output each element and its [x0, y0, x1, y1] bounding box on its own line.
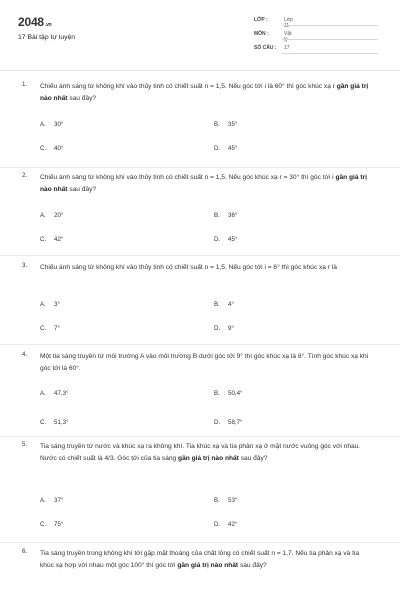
- answer-option[interactable]: [214, 521, 237, 528]
- answer-option-key: C.: [40, 236, 47, 243]
- question-divider: [0, 344, 400, 345]
- answer-option-value: 47,3°: [54, 390, 69, 397]
- answer-option-key: D.: [214, 145, 221, 152]
- answer-option[interactable]: [40, 145, 63, 152]
- meta-subject-value: Vật lý: [284, 31, 292, 43]
- answer-option[interactable]: [40, 419, 69, 426]
- answer-option[interactable]: [40, 236, 63, 243]
- logo-tld: .vn: [44, 22, 52, 28]
- question-text-segment: sau đây?: [67, 95, 97, 102]
- answer-option[interactable]: [214, 236, 237, 243]
- answer-option-value: 42°: [54, 236, 64, 243]
- answer-option[interactable]: [40, 325, 60, 332]
- answer-option-key: A.: [40, 212, 46, 219]
- answer-option-key: B.: [214, 497, 220, 504]
- document-title: 17 Bài tập tự luyện: [18, 34, 76, 41]
- answer-option-value: 45°: [228, 145, 238, 152]
- answer-option[interactable]: [214, 121, 237, 128]
- answer-option-value: 53°: [228, 497, 238, 504]
- question-text: [40, 441, 372, 465]
- header-divider: [0, 70, 400, 71]
- page-header: [0, 0, 400, 70]
- answer-option-value: 75°: [54, 521, 64, 528]
- answer-option-key: C.: [40, 521, 47, 528]
- answer-option-key: B.: [214, 390, 220, 397]
- meta-divider: [282, 25, 378, 26]
- answer-option-key: B.: [214, 121, 220, 128]
- question-text: [40, 548, 372, 572]
- question-text-segment: Một tia sáng truyền từ môi trường A vào môi trường B dưới góc tới 9° thì góc khúc xạ là 8°. Tính góc khúc xạ khi góc tới là 60°.: [40, 353, 369, 372]
- question-emphasis: gần giá trị nào nhất: [177, 562, 239, 569]
- answer-option-key: C.: [40, 419, 47, 426]
- question-text-segment: Chiếu ánh sáng từ không khí vào thủy tinh có chiết suất n = 1,5. Nếu góc tới i là 60° thì góc khúc xạ r: [40, 83, 337, 90]
- question-text-segment: Tia sáng truyền trong không khí tới gặp mặt thoáng của chất lỏng có chiết suất n = 1,7. Nếu tia phản xạ và tia khúc xạ hợp với nhau một góc 100° thì góc tới: [40, 550, 360, 569]
- question-text-segment: Tia sáng truyền từ nước và khúc xạ ra không khí. Tia khúc xạ và tia phản xạ ở mặt nước vuông góc với nhau. Nước có chiết suất là 4/3. Góc tới của tia sáng: [40, 443, 361, 462]
- question-number: 1.: [22, 81, 28, 88]
- question-divider: [0, 167, 400, 168]
- question-text: [40, 81, 372, 105]
- answer-option-key: A.: [40, 121, 46, 128]
- question-emphasis: gần giá trị nào nhất: [40, 174, 367, 193]
- question-emphasis: gần giá trị nào nhất: [178, 455, 239, 462]
- question-number: 4.: [22, 351, 28, 358]
- question-divider: [0, 542, 400, 543]
- answer-option-key: B.: [214, 301, 220, 308]
- answer-option-value: 37°: [54, 497, 64, 504]
- answer-option-value: 42°: [228, 521, 238, 528]
- answer-option-value: 40°: [54, 145, 64, 152]
- answer-option[interactable]: [214, 419, 243, 426]
- answer-option[interactable]: [214, 212, 237, 219]
- question-number: 3.: [22, 262, 28, 269]
- answer-option[interactable]: [40, 390, 69, 397]
- question-text: [40, 262, 372, 274]
- question-text: [40, 351, 372, 375]
- meta-subject-label: MÔN :: [254, 31, 269, 37]
- meta-count-value: 17: [284, 45, 290, 51]
- answer-option[interactable]: [40, 301, 60, 308]
- meta-class-label: LỚP :: [254, 17, 268, 23]
- answer-option[interactable]: [214, 497, 237, 504]
- answer-option[interactable]: [214, 301, 234, 308]
- answer-option-value: 50,4°: [228, 390, 243, 397]
- question-text-segment: sau đây?: [238, 455, 268, 462]
- answer-option-key: A.: [40, 497, 46, 504]
- answer-option-value: 30°: [54, 121, 64, 128]
- answer-option-key: C.: [40, 145, 47, 152]
- answer-option[interactable]: [40, 212, 63, 219]
- answer-option[interactable]: [214, 325, 234, 332]
- answer-option-value: 45°: [228, 236, 238, 243]
- question-divider: [0, 436, 400, 437]
- answer-option[interactable]: [40, 521, 63, 528]
- question-number: 2.: [22, 172, 28, 179]
- answer-option-value: 9°: [228, 325, 234, 332]
- answer-option-value: 7°: [54, 325, 60, 332]
- answer-option-value: 20°: [54, 212, 64, 219]
- answer-option[interactable]: [40, 497, 63, 504]
- answer-option-key: B.: [214, 212, 220, 219]
- question-text-segment: Chiếu ánh sáng từ không khí vào thủy tinh có chiết suất n = 1,5. Nếu góc khúc xạ r = 30° thì góc tới i: [40, 174, 336, 181]
- answer-option[interactable]: [214, 145, 237, 152]
- answer-option-key: D.: [214, 419, 221, 426]
- answer-option-key: D.: [214, 236, 221, 243]
- logo-number: 2048: [18, 15, 44, 29]
- question-text-segment: sau đây?: [67, 186, 97, 193]
- meta-divider: [282, 39, 378, 40]
- answer-option-key: D.: [214, 521, 221, 528]
- answer-option-key: A.: [40, 390, 46, 397]
- answer-option-value: 4°: [228, 301, 234, 308]
- meta-divider: [282, 53, 378, 54]
- question-text: [40, 172, 372, 196]
- meta-class-value: Lớp 11: [284, 17, 293, 29]
- answer-option-key: C.: [40, 325, 47, 332]
- meta-count-label: SỐ CÂU :: [254, 45, 277, 51]
- question-emphasis: gần giá trị nào nhất: [40, 83, 369, 102]
- site-logo[interactable]: [18, 15, 52, 29]
- answer-option-value: 51,3°: [54, 419, 69, 426]
- question-number: 5.: [22, 441, 28, 448]
- answer-option-value: 3°: [54, 301, 60, 308]
- question-text-segment: Chiếu ánh sáng từ không khí vào thủy tinh có chiết suất n = 1,5. Nếu góc tới i = 6° thì góc khúc xạ r là: [40, 264, 337, 271]
- answer-option-value: 36°: [228, 212, 238, 219]
- answer-option[interactable]: [214, 390, 243, 397]
- question-divider: [0, 255, 400, 256]
- answer-option-key: A.: [40, 301, 46, 308]
- question-text-segment: sau đây?: [238, 562, 267, 569]
- answer-option-key: D.: [214, 325, 221, 332]
- answer-option[interactable]: [40, 121, 63, 128]
- answer-option-value: 35°: [228, 121, 238, 128]
- answer-option-value: 58,7°: [228, 419, 243, 426]
- question-number: 6.: [22, 548, 28, 555]
